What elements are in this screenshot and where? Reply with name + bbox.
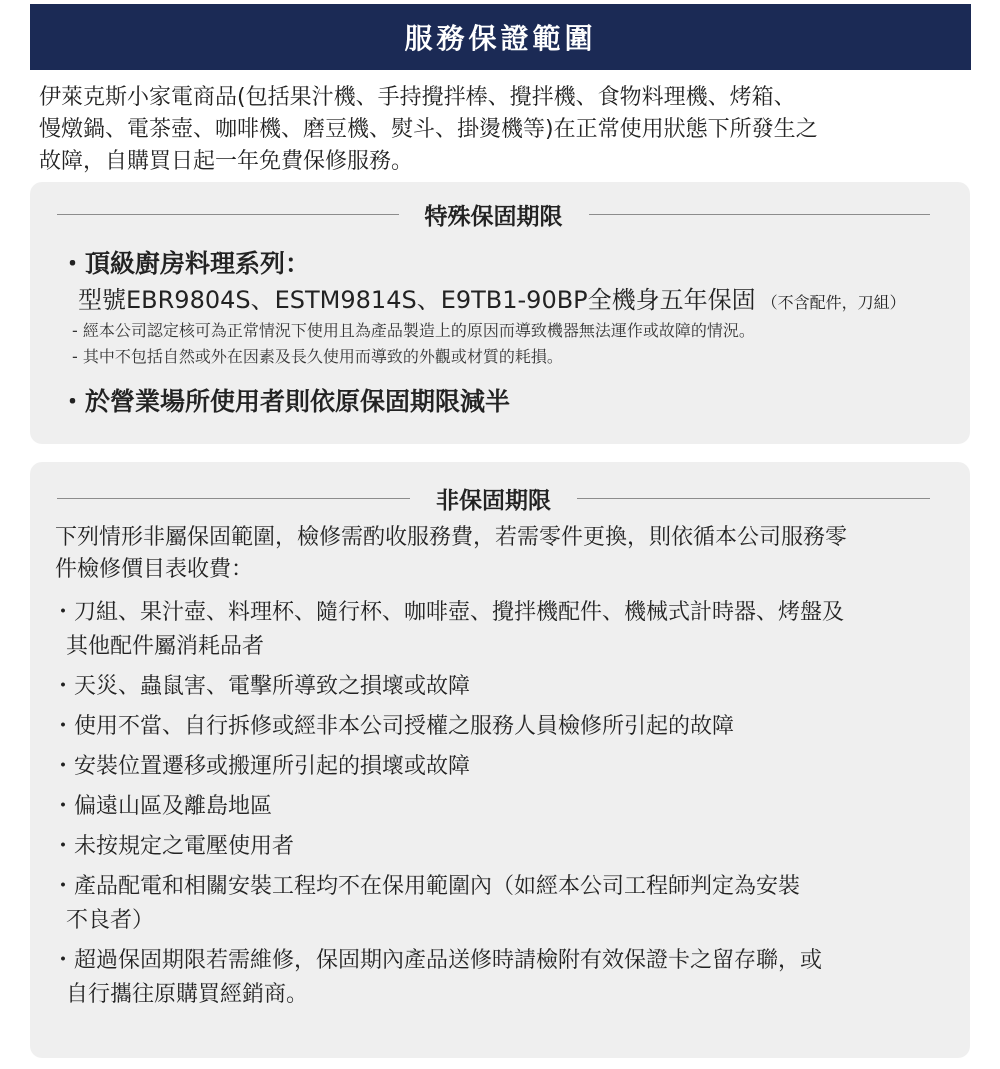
page-title: 服務保證範圍 (404, 22, 597, 55)
list-item-line: ・安裝位置遷移或搬運所引起的損壞或故障 (52, 754, 471, 779)
list-item (52, 596, 962, 664)
page-title-banner (30, 4, 971, 70)
intro-line: 故障，自購買日起一年免費保修服務。 (39, 149, 414, 174)
list-item-line: 自行攜往原購買經銷商。 (66, 982, 309, 1007)
non-warranty-heading (57, 481, 930, 515)
model-warranty-text (78, 280, 906, 315)
model-text: 型號EBR9804S、ESTM9814S、E9TB1-90BP全機身五年保固 (78, 286, 756, 314)
list-item (52, 870, 962, 938)
list-item (52, 670, 962, 704)
divider (577, 498, 930, 499)
list-item (52, 830, 962, 864)
description-line: 下列情形非屬保固範圍，檢修需酌收服務費，若需零件更換，則依循本公司服務零 (55, 525, 848, 550)
divider (57, 498, 410, 499)
description-line: 件檢修價目表收費： (55, 557, 254, 582)
non-warranty-list (52, 596, 962, 1018)
list-item-line: ・未按規定之電壓使用者 (52, 834, 295, 859)
premium-series-item: ・頂級廚房料理系列： (60, 249, 311, 278)
list-item-line: 其他配件屬消耗品者 (66, 634, 265, 659)
special-warranty-panel (30, 182, 970, 444)
commercial-use-item: ・於營業場所使用者則依原保固期限減半 (60, 387, 511, 416)
list-item-line: ・超過保固期限若需維修，保固期內產品送修時請檢附有效保證卡之留存聯，或 (52, 948, 823, 973)
list-item (52, 790, 962, 824)
list-item-line: ・偏遠山區及離島地區 (52, 794, 273, 819)
non-warranty-panel (30, 462, 970, 1058)
warranty-note: - 經本公司認定核可為正常情況下使用且為產品製造上的原因而導致機器無法運作或故障的情況。 (72, 321, 755, 340)
model-note: （不含配件，刀組） (761, 293, 906, 312)
list-item-line: ・刀組、果汁壺、料理杯、隨行杯、咖啡壺、攪拌機配件、機械式計時器、烤盤及 (52, 600, 845, 625)
list-item (52, 710, 962, 744)
divider (57, 214, 399, 215)
special-warranty-heading (57, 197, 930, 231)
intro-line: 慢燉鍋、電茶壺、咖啡機、磨豆機、熨斗、掛燙機等)在正常使用狀態下所發生之 (39, 117, 818, 142)
non-warranty-title: 非保固期限 (436, 487, 551, 514)
divider (589, 214, 931, 215)
special-warranty-title: 特殊保固期限 (424, 203, 563, 230)
list-item-line: ・產品配電和相關安裝工程均不在保用範圍內（如經本公司工程師判定為安裝 (52, 874, 801, 899)
list-item-line: 不良者） (66, 908, 155, 933)
non-warranty-description (55, 522, 960, 586)
intro-text (39, 82, 969, 178)
intro-line: 伊萊克斯小家電商品(包括果汁機、手持攪拌棒、攪拌機、食物料理機、烤箱、 (39, 85, 796, 110)
list-item (52, 750, 962, 784)
list-item-line: ・使用不當、自行拆修或經非本公司授權之服務人員檢修所引起的故障 (52, 714, 735, 739)
list-item (52, 944, 962, 1012)
list-item-line: ・天災、蟲鼠害、電擊所導致之損壞或故障 (52, 674, 471, 699)
warranty-note: - 其中不包括自然或外在因素及長久使用而導致的外觀或材質的耗損。 (72, 347, 563, 366)
